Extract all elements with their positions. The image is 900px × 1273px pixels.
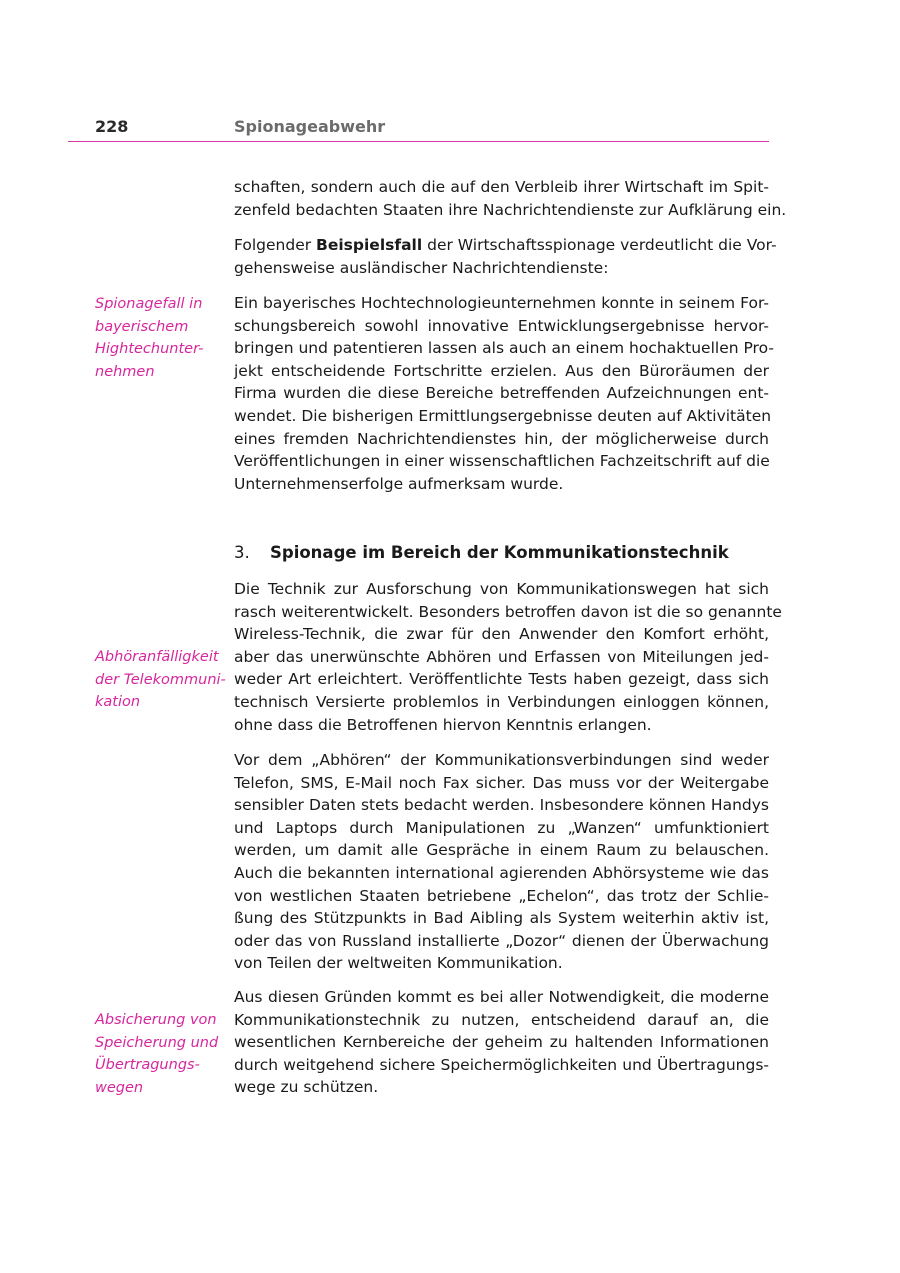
text-line: schaften, sondern auch die auf den Verbleib ihrer Wirtschaft im Spit- [234,178,769,196]
paragraph-6 [234,986,769,1099]
text-line: aber das unerwünschte Abhören und Erfassen von Miteilungen jed- [234,647,769,666]
text-line: sensibler Daten stets bedacht werden. Insbesondere können Handys [234,796,769,815]
paragraph-4 [234,578,782,736]
margin-note-line: Speicherung und [95,1034,219,1051]
paragraph-3 [234,292,774,495]
text-line: ohne dass die Betroffenen hiervon Kenntnis erlangen. [234,715,652,734]
text-line: Auch die bekannten international agierenden Abhörsysteme wie das [234,863,769,882]
text-line: gehensweise ausländischer Nachrichtendienste: [234,258,609,277]
text-line: Veröffentlichungen in einer wissenschaftlichen Fachzeitschrift auf die [234,452,770,471]
margin-note-line: Abhöranfälligkeit [95,649,219,665]
margin-note-line: Spionagefall in [95,296,203,312]
text-line: Ein bayerisches Hochtechnologieunternehmen konnte in seinem For- [234,294,769,312]
text-run: der Wirtschaftsspionage verdeutlicht die Vor- [422,236,777,254]
text-line [234,234,777,257]
margin-note-line: Absicherung von [95,1012,217,1028]
paragraph-5 [234,749,769,975]
text-line: ßung des Stützpunkts in Bad Aibling als System weiterhin aktiv ist, [234,909,769,928]
text-line: eines fremden Nachrichtendienstes hin, der möglicherweise durch [234,429,769,448]
margin-note-line: kation [95,694,141,711]
text-line: jekt entscheidende Fortschritte erzielen. Aus den Büroräumen der [234,361,769,380]
running-head: Spionageabwehr [234,117,386,136]
text-line: Wireless-Technik, die zwar für den Anwender den Komfort erhöht, [234,625,769,644]
paragraph-1 [234,176,787,221]
text-line: Aus diesen Gründen kommt es bei aller Notwendigkeit, die moderne [234,988,769,1006]
text-line: Die Technik zur Ausforschung von Kommunikationswegen hat sich [234,580,769,598]
emphasis-term: Beispielsfall [316,236,423,254]
page-number: 228 [95,117,129,136]
text-line: technisch Versierte problemlos in Verbindungen einloggen können, [234,692,769,711]
text-line: Firma wurden die diese Bereiche betreffenden Aufzeichnungen ent- [234,384,769,403]
text-line: wendet. Die bisherigen Ermittlungsergebnisse deuten auf Aktivitäten [234,406,772,425]
margin-note-3 [95,1009,225,1099]
text-line: weder Art erleichtert. Veröffentlichte Tests haben gezeigt, dass sich [234,670,769,689]
text-line: Unternehmenserfolge aufmerksam wurde. [234,474,564,493]
text-line: Kommunikationstechnik zu nutzen, entscheidend darauf an, die [234,1010,769,1029]
text-line: von Teilen der weltweiten Kommunikation. [234,954,563,973]
margin-note-2 [95,646,225,714]
margin-note-line: Übertragungs- [95,1057,200,1074]
text-line: und Laptops durch Manipulationen zu „Wanzen“ umfunktioniert [234,818,769,837]
text-line: von westlichen Staaten betriebene „Echelon“, das trotz der Schlie- [234,886,769,905]
text-line: werden, um damit alle Gespräche in einem Raum zu belauschen. [234,841,769,860]
text-line: durch weitgehend sichere Speichermöglichkeiten und Übertragungs- [234,1055,769,1074]
section-number: 3. [234,543,250,562]
paragraph-2 [234,234,777,279]
header-rule [68,141,769,142]
text-line: rasch weiterentwickelt. Besonders betroffen davon ist die so genannte [234,602,782,621]
text-line: wesentlichen Kernbereiche der geheim zu haltenden Informationen [234,1033,769,1052]
margin-note-line: bayerischem [95,318,189,335]
text-line: oder das von Russland installierte „Dozor“ dienen der Überwachung [234,931,769,950]
text-line: Vor dem „Abhören“ der Kommunikationsverbindungen sind weder [234,751,769,769]
margin-note-line: Hightechunter- [95,341,204,358]
margin-note-1 [95,293,225,383]
margin-note-line: der Telekommuni- [95,671,226,688]
text-line: bringen und patentieren lassen als auch an einem hochaktuellen Pro- [234,339,774,358]
section-title: Spionage im Bereich der Kommunikationstechnik [270,543,729,562]
text-line: schungsbereich sowohl innovative Entwicklungsergebnisse hervor- [234,316,769,335]
text-line: wege zu schützen. [234,1078,379,1097]
section-heading [234,543,729,562]
text-run: Folgender [234,236,317,254]
text-line: Telefon, SMS, E-Mail noch Fax sicher. Das muss vor der Weitergabe [234,773,769,792]
margin-note-line: nehmen [95,363,155,380]
margin-note-line: wegen [95,1079,144,1096]
text-line: zenfeld bedachten Staaten ihre Nachrichtendienste zur Aufklärung ein. [234,200,787,219]
